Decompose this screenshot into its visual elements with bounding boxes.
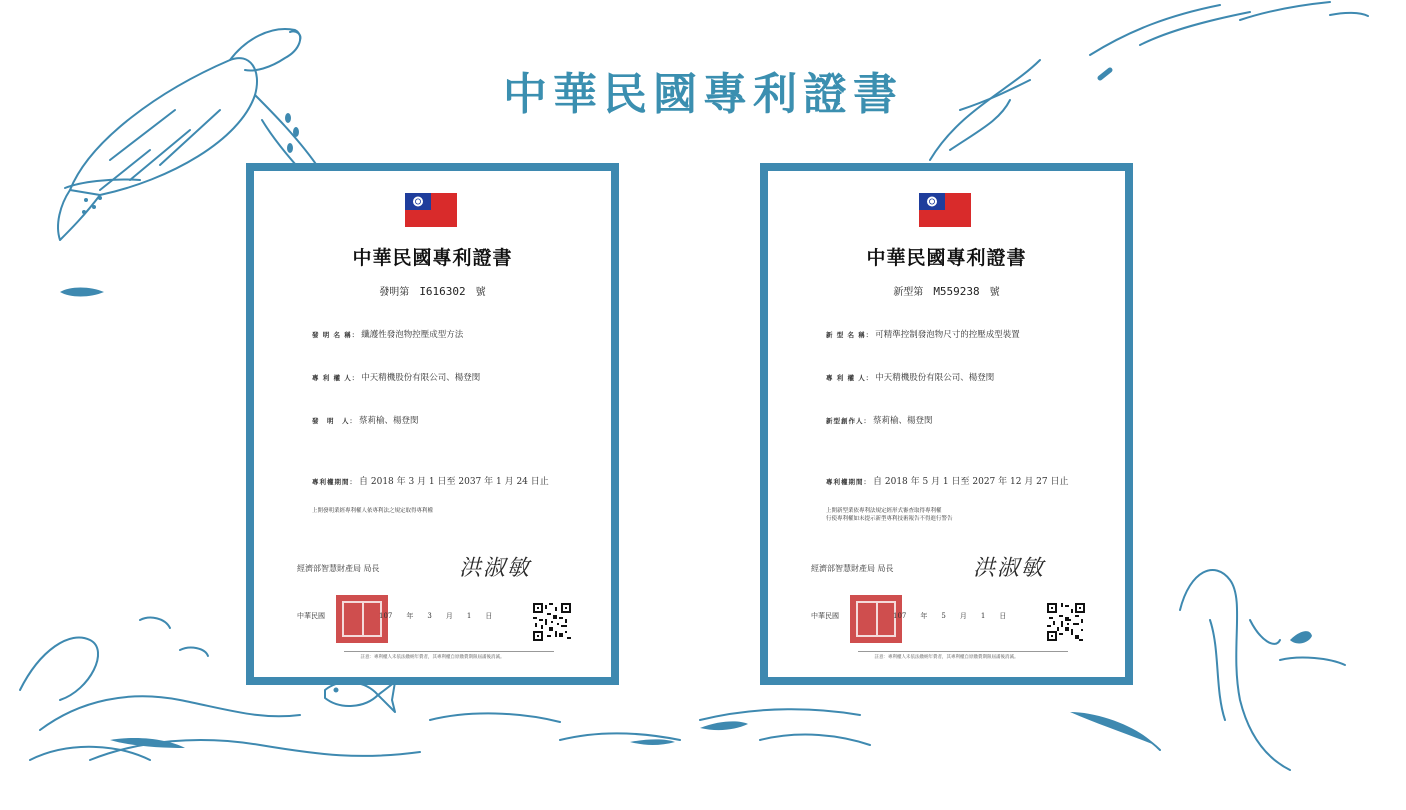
date-day: 1	[466, 612, 472, 620]
certificate-frame-invention	[246, 163, 619, 685]
certificate-title: 中華民國專利證書	[866, 247, 1027, 269]
patentee-field	[312, 371, 480, 383]
qr-code-icon	[533, 603, 571, 641]
date-year-label: 年	[406, 612, 414, 620]
field-value: 蔡莉榆、楊登閔	[359, 416, 419, 426]
field-value: 可精準控制發泡物尺寸的控壓成型裝置	[875, 330, 1020, 340]
director-signature: 洪淑敏	[973, 556, 1046, 581]
date-prefix: 中華民國	[811, 612, 839, 620]
field-label: 新 型 名 稱：	[826, 331, 874, 339]
patent-certificate-invention	[254, 171, 611, 677]
field-value: 中天精機股份有限公司、楊登閔	[361, 373, 481, 383]
qr-code-icon	[1047, 603, 1085, 641]
issue-date	[297, 611, 506, 621]
number-label: 新型第	[893, 287, 924, 298]
date-month-label: 月	[959, 612, 967, 620]
patent-number: I616302	[419, 285, 466, 298]
date-year: 107	[379, 612, 393, 620]
roc-flag-icon	[405, 193, 457, 227]
number-suffix: 號	[475, 287, 486, 298]
field-label: 專 利 權 人：	[312, 374, 360, 382]
field-value: 中天精機股份有限公司、楊登閔	[875, 373, 995, 383]
date-year: 107	[893, 612, 907, 620]
field-value: 自 2018 年 3 月 1 日至 2037 年 1 月 24 日止	[359, 477, 549, 487]
footer-divider	[344, 651, 554, 652]
patent-number: M559238	[933, 285, 980, 298]
field-label: 發 明 人：	[312, 417, 357, 425]
patent-term-field	[312, 474, 549, 487]
field-label: 新型創作人：	[826, 417, 871, 425]
date-month: 5	[941, 612, 946, 620]
utility-model-name-field	[826, 328, 1020, 340]
certificate-footnote: 註意：專利權人未依法繳納年費者，其專利權自原繳費期限屆滿後消滅。	[360, 655, 505, 660]
note-line: 行使專利權如未提示新型專利技術報告不得進行警告	[826, 516, 953, 522]
director-title: 經濟部智慧財產局 局長	[811, 564, 894, 573]
roc-flag-icon	[919, 193, 971, 227]
field-label: 專 利 權 人：	[826, 374, 874, 382]
certificate-number	[768, 283, 1125, 298]
patent-certificate-utility-model	[768, 171, 1125, 677]
inventor-field	[312, 414, 419, 426]
director-signature: 洪淑敏	[459, 556, 532, 581]
number-suffix: 號	[989, 287, 1000, 298]
patentee-field	[826, 371, 994, 383]
date-day-label: 日	[485, 612, 493, 620]
date-year-label: 年	[920, 612, 928, 620]
date-day: 1	[980, 612, 986, 620]
field-value: 蔡莉榆、楊登閔	[873, 416, 933, 426]
date-month: 3	[427, 612, 432, 620]
certificate-footnote: 註意：專利權人未依法繳納年費者，其專利權自原繳費期限屆滿後消滅。	[874, 655, 1019, 660]
certificate-note	[826, 507, 1066, 523]
field-value: 自 2018 年 5 月 1 日至 2027 年 12 月 27 日止	[873, 477, 1069, 487]
patent-term-field	[826, 474, 1069, 487]
note-line: 上開發明業經專利權人依專利法之規定取得專利權	[312, 508, 434, 514]
director-title: 經濟部智慧財產局 局長	[297, 564, 380, 573]
fish-icon	[325, 682, 395, 712]
date-month-label: 月	[445, 612, 453, 620]
certificate-title: 中華民國專利證書	[352, 247, 513, 269]
date-day-label: 日	[999, 612, 1007, 620]
field-label: 專利權期間：	[312, 478, 357, 486]
field-label: 發 明 名 稱：	[312, 331, 360, 339]
creator-field	[826, 414, 933, 426]
issue-date	[811, 611, 1020, 621]
page-title: 中華民國專利證書	[503, 69, 903, 120]
note-line: 上開新型業依專利法規定經形式審查取得專利權	[826, 508, 942, 514]
certificate-number	[254, 283, 611, 298]
number-label: 發明第	[379, 287, 410, 298]
field-label: 專利權期間：	[826, 478, 871, 486]
footer-divider	[858, 651, 1068, 652]
date-prefix: 中華民國	[297, 612, 325, 620]
certificate-note	[312, 507, 552, 515]
field-value: 纖護性發泡物控壓成型方法	[361, 330, 464, 340]
certificate-frame-utility-model	[760, 163, 1133, 685]
invention-name-field	[312, 328, 463, 340]
